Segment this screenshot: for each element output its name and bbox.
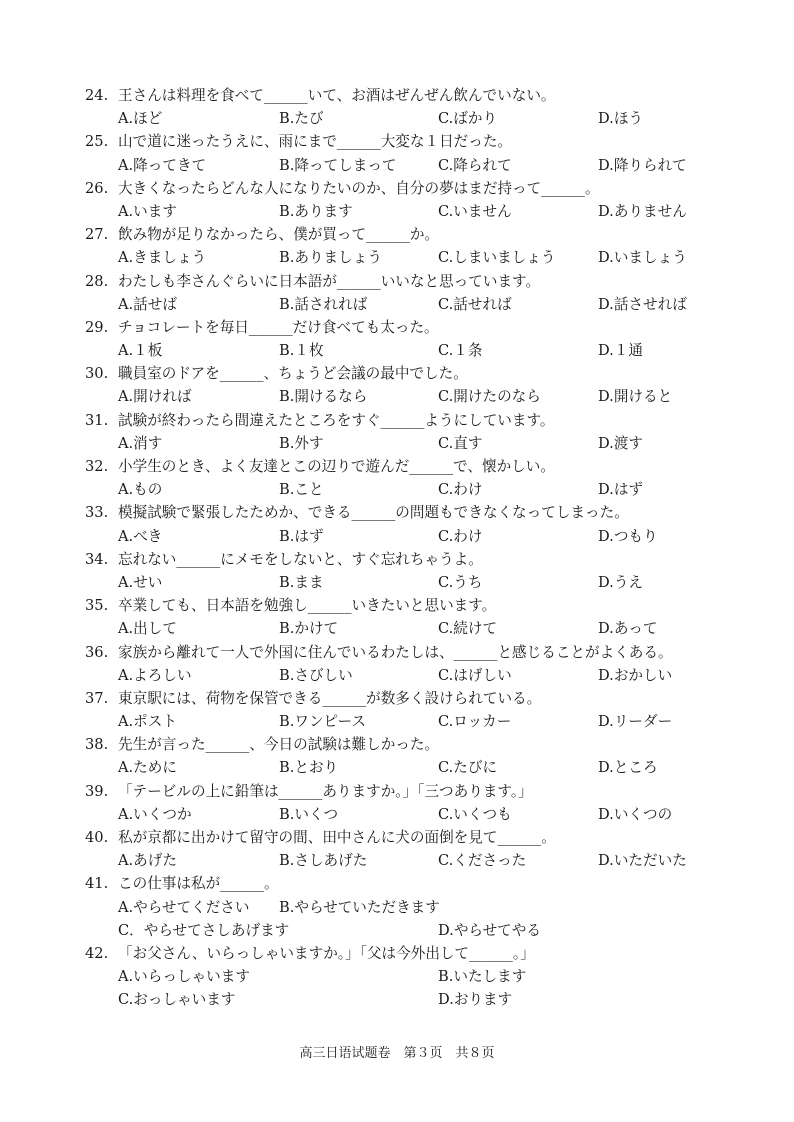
question-list [0,84,794,1012]
question-number: 36. [85,643,109,661]
option-d[interactable]: D.降りられて [598,156,687,174]
option-row [0,525,794,548]
option-c[interactable]: C.いくつも [438,805,512,823]
question-stem: 模擬試験で緊張したためか、できる______の問題もできなくなってしまった。 [118,504,629,522]
question-stem: 大きくなったらどんな人になりたいのか、自分の夢はまだ持って______。 [118,179,600,197]
option-a[interactable]: A.べき [118,527,163,545]
option-b[interactable]: B.いくつ [279,805,339,823]
option-c[interactable]: C.ばかり [438,110,498,128]
question-number: 30. [85,365,109,383]
option-d[interactable]: D.うえ [598,573,644,591]
option-row [0,988,794,1011]
question-stem: 山で道に迷ったうえに、雨にまで______大変な１日だった。 [118,133,513,151]
question-number: 25. [85,133,109,151]
option-row [0,385,794,408]
question-stem: 私が京都に出かけて留守の間、田中さんに犬の面倒を見て______。 [118,829,556,846]
option-c[interactable]: C.降られて [438,156,512,174]
option-c[interactable]: C.くださった [438,852,527,870]
option-a[interactable]: A.いらっしゃいます [118,968,250,986]
question-number: 24. [85,87,109,104]
option-row [0,339,794,362]
option-c[interactable]: C.わけ [438,527,483,545]
option-b[interactable]: B.話されれば [279,295,368,313]
option-c[interactable]: C．やらせてさしあげます [118,921,290,939]
option-a[interactable]: A.ほど [118,110,163,128]
option-d[interactable]: D.リーダー [598,713,673,731]
option-c[interactable]: C.はげしい [438,666,512,684]
question-number: 38. [85,736,109,754]
option-a[interactable]: A.います [118,202,177,220]
question-35 [0,594,794,617]
option-a[interactable]: A.やらせてください [118,898,250,916]
question-number: 26. [85,179,109,197]
option-a[interactable]: A.よろしい [118,666,192,684]
option-d[interactable]: D.ありません [598,202,687,220]
option-row [0,107,794,130]
option-d[interactable]: D.やらせてやる [438,921,541,939]
question-number: 34. [85,550,109,568]
option-row [0,710,794,733]
question-stem: 「テービルの上に鉛筆は______ありますか。」「三つあります。」 [118,782,533,800]
question-28 [0,270,794,293]
question-41 [0,872,794,895]
option-b[interactable]: B.いたします [438,968,527,986]
option-b[interactable]: B.１枚 [279,342,324,360]
option-d[interactable]: D.ほう [598,110,644,128]
question-stem: 試験が終わったら間違えたところをすぐ______ようにしています。 [118,411,555,429]
question-33 [0,501,794,524]
question-42 [0,942,794,965]
question-34 [0,548,794,571]
option-d[interactable]: D.あって [598,620,658,638]
option-c[interactable]: C.続けて [438,620,498,638]
question-stem: 「お父さん、いらっしゃいますか。」「父は今外出して______。」 [118,944,535,962]
question-number: 41. [85,875,109,893]
option-b[interactable]: B.ありましょう [279,249,382,267]
option-a[interactable]: A.きましょう [118,249,207,267]
option-a[interactable]: A.降ってきて [118,156,207,174]
option-row [0,803,794,826]
question-stem: この仕事は私が______。 [118,875,279,893]
question-number: 32. [85,458,109,475]
option-c[interactable]: C.直す [438,434,483,452]
option-a[interactable]: A.もの [118,481,163,499]
question-32 [0,455,794,478]
option-b[interactable]: B.ワンピース [279,713,367,731]
option-d[interactable]: D.１通 [598,342,644,360]
option-a[interactable]: A.出して [118,620,177,638]
option-row [0,246,794,269]
page-footer: 高三日语试题卷 第３页 共８页 [299,1046,495,1061]
question-number: 31. [85,411,109,429]
option-b[interactable]: B.降ってしまって [279,156,397,174]
question-stem: 王さんは料理を食べて______いて、お酒はぜんぜん飲んでいない。 [118,87,556,104]
question-36 [0,641,794,664]
option-c[interactable]: C.１条 [438,342,483,360]
option-row [0,478,794,501]
option-row [0,896,794,919]
question-25 [0,130,794,153]
question-number: 29. [85,318,109,336]
question-stem: わたしも李さんぐらいに日本語が______いいなと思っています。 [118,272,541,290]
option-a[interactable]: A.開ければ [118,388,192,406]
option-d[interactable]: D.いくつの [598,805,673,823]
question-31 [0,409,794,432]
question-26 [0,177,794,200]
option-c[interactable]: C.開けたのなら [438,388,541,406]
question-number: 28. [85,272,109,290]
option-d[interactable]: D.つもり [598,527,658,545]
question-number: 42. [85,944,109,962]
option-b[interactable]: B.たび [279,110,324,128]
question-stem: 卒業しても、日本語を勉強し______いきたいと思います。 [118,597,497,615]
option-a[interactable]: A.いくつか [118,805,192,823]
question-stem: 家族から離れて一人で外国に住んでいるわたしは、______と感じることがよくある。 [118,643,673,661]
question-number: 27. [85,226,109,244]
option-c[interactable]: C.ロッカー [438,713,512,731]
option-row [0,154,794,177]
option-c[interactable]: C.いません [438,202,512,220]
question-27 [0,223,794,246]
option-d[interactable]: D.ところ [598,759,658,777]
option-row [0,849,794,872]
option-c[interactable]: C.わけ [438,481,483,499]
question-stem: 先生が言った______、今日の試験は難しかった。 [118,736,440,754]
question-stem: 小学生のとき、よく友達とこの辺りで遊んだ______で、懐かしい。 [118,458,555,475]
question-number: 35. [85,597,109,615]
option-b[interactable]: B.あります [279,202,353,220]
option-d[interactable]: D.おります [438,991,513,1009]
option-d[interactable]: D.話させれば [598,295,687,313]
question-number: 39. [85,782,109,800]
option-b[interactable]: B.さしあげた [279,852,368,870]
option-a[interactable]: A.ポスト [118,713,177,731]
question-29 [0,316,794,339]
option-c[interactable]: C.話せれば [438,295,512,313]
option-b[interactable]: B.こと [279,481,324,499]
question-37 [0,687,794,710]
option-row [0,664,794,687]
option-b[interactable]: B.まま [279,573,324,591]
option-row [0,617,794,640]
option-a[interactable]: A.せい [118,573,163,591]
question-stem: 飲み物が足りなかったら、僕が買って______か。 [118,226,440,244]
option-row [0,965,794,988]
option-d[interactable]: D.いただいた [598,852,687,870]
option-b[interactable]: B.外す [279,434,324,452]
question-39 [0,780,794,803]
option-b[interactable]: B.かけて [279,620,339,638]
question-number: 40. [85,829,109,846]
option-d[interactable]: D.はず [598,481,644,499]
question-number: 37. [85,689,109,707]
option-a[interactable]: A.消す [118,434,163,452]
question-30 [0,362,794,385]
option-b[interactable]: B.開けるなら [279,388,368,406]
option-d[interactable]: D.開けると [598,388,673,406]
option-b[interactable]: B.さびしい [279,666,353,684]
option-a[interactable]: A.ために [118,759,177,777]
option-row [0,571,794,594]
option-a[interactable]: A.１板 [118,342,163,360]
option-d[interactable]: D.いましょう [598,249,687,267]
question-stem: 忘れない______にメモをしないと、すぐ忘れちゃうよ。 [118,550,483,568]
option-b[interactable]: B.とおり [279,759,339,777]
option-d[interactable]: D.渡す [598,434,644,452]
option-a[interactable]: A.あげた [118,852,177,870]
option-c[interactable]: C.たびに [438,759,498,777]
question-stem: 東京駅には、荷物を保管できる______が数多く設けられている。 [118,689,542,707]
option-row [0,919,794,942]
option-c[interactable]: C.うち [438,573,483,591]
option-d[interactable]: D.おかしい [598,666,673,684]
question-24 [0,84,794,107]
option-row [0,756,794,779]
option-b[interactable]: B.やらせていただきます [279,898,440,916]
option-row [0,200,794,223]
question-number: 33. [85,504,109,522]
question-stem: チョコレートを毎日______だけ食べても太った。 [118,318,439,336]
question-38 [0,733,794,756]
option-b[interactable]: B.はず [279,527,324,545]
option-a[interactable]: A.話せば [118,295,177,313]
question-stem: 職員室のドアを______、ちょうど会議の最中でした。 [118,365,468,383]
option-row [0,432,794,455]
option-row [0,293,794,316]
option-c[interactable]: C.しまいましょう [438,249,556,267]
question-40 [0,826,794,849]
option-c[interactable]: C.おっしゃいます [118,991,236,1009]
